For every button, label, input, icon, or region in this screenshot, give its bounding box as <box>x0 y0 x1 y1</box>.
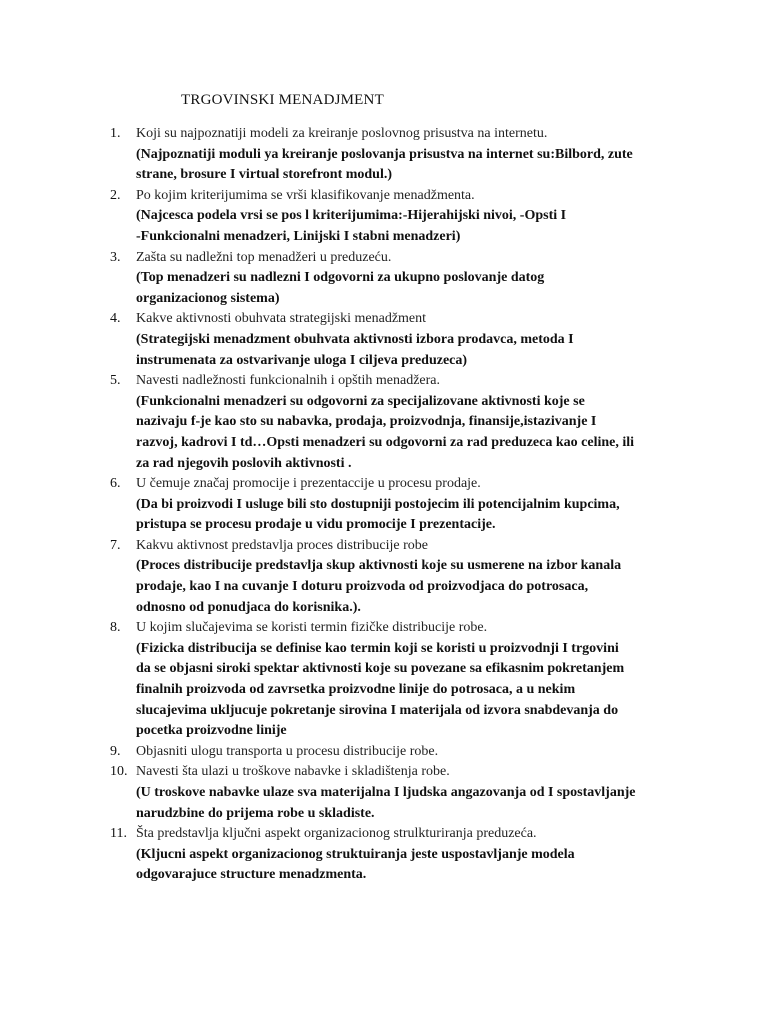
answer-line: prodaje, kao I na cuvanje I doturu proizvoda od proizvodjaca do potrosaca, <box>136 579 589 595</box>
answer-line: nazivaju f-je kao sto su nabavka, prodaja, proizvodnja, finansije,istazivanje I <box>136 414 597 430</box>
list-item <box>0 248 768 310</box>
answer-line: (U troskove nabavke ulaze sva materijalna I ljudska angazovanja od I spostavljanje <box>136 785 636 800</box>
answer-line: instrumenata za ostvarivanje uloga I ciljeva preduzeca) <box>136 352 468 368</box>
answer-line: finalnih proizvoda od zavrsetka proizvodne linije do potrosaca, a u nekim <box>136 682 576 698</box>
question-text: Po kojim kriterijumima se vrši klasifikovanje menadžmenta. <box>136 187 475 203</box>
answer-text <box>136 206 680 247</box>
list-item <box>0 762 768 824</box>
item-number: 5. <box>110 373 121 389</box>
item-number: 3. <box>110 249 121 265</box>
list-item <box>0 824 768 886</box>
answer-line: slucajevima ukljucuje pokretanje sirovina I materijala od izvora snabdevanja do <box>136 702 619 718</box>
answer-line: (Fizicka distribucija se definise kao termin koji se koristi u proizvodnji I trgovini <box>136 640 619 656</box>
answer-text <box>136 556 680 618</box>
question-text: Zašta su nadležni top menadžeri u preduzeću. <box>136 249 392 265</box>
answer-line: (Proces distribucije predstavlja skup aktivnosti koje su usmerene na izbor kanala <box>136 558 622 574</box>
item-number: 8. <box>110 620 121 636</box>
list-item <box>0 536 768 618</box>
answer-line: strane, brosure I virtual storefront modul.) <box>136 167 393 183</box>
answer-text <box>136 145 680 186</box>
answer-text <box>136 845 680 886</box>
answer-line: (Funkcionalni menadzeri su odgovorni za specijalizovane aktivnosti koje se <box>136 393 585 409</box>
answer-line: pristupa se procesu prodaje u vidu promocije I prezentacije. <box>136 517 496 533</box>
answer-line: odgovarajuce structure menadzmenta. <box>136 867 367 883</box>
item-number: 4. <box>110 311 121 327</box>
answer-text <box>136 495 680 536</box>
question-text: Kakvu aktivnost predstavlja proces distribucije robe <box>136 537 428 553</box>
answer-line: narudzbine do prijema robe u skladiste. <box>136 805 375 821</box>
item-number: 11. <box>110 826 127 842</box>
item-number: 7. <box>110 537 121 553</box>
document-title: TRGOVINSKI MENADJMENT <box>181 92 384 108</box>
question-text: U čemuje značaj promocije i prezentaccije u procesu prodaje. <box>136 476 481 492</box>
answer-line: (Top menadzeri su nadlezni I odgovorni za ukupno poslovanje datog <box>136 270 545 286</box>
question-text: Šta predstavlja ključni aspekt organizacionog strulkturiranja preduzeća. <box>136 826 537 842</box>
answer-line: (Najcesca podela vrsi se pos l kriterijumima:-Hijerahijski nivoi, -Opsti I <box>136 208 567 224</box>
answer-line: za rad njegovih poslovih aktivnosti . <box>136 455 352 471</box>
answer-line: (Strategijski menadzment obuhvata aktivnosti izbora prodavca, metoda I <box>136 331 574 347</box>
question-text: U kojim slučajevima se koristi termin fizičke distribucije robe. <box>136 620 488 636</box>
answer-text <box>136 783 680 824</box>
list-item <box>0 186 768 248</box>
list-item <box>0 309 768 371</box>
list-item <box>0 124 768 186</box>
item-number: 2. <box>110 187 121 203</box>
answer-line: pocetka proizvodne linije <box>136 723 287 739</box>
list-item <box>0 371 768 474</box>
question-text: Kakve aktivnosti obuhvata strategijski menadžment <box>136 311 427 327</box>
item-number: 9. <box>110 743 121 759</box>
answer-text <box>136 392 680 474</box>
answer-line: (Da bi proizvodi I usluge bili sto dostupniji postojecim ili potencijalnim kupcima, <box>136 496 620 512</box>
list-item <box>0 618 768 742</box>
item-number: 1. <box>110 126 121 141</box>
answer-line: odnosno od ponudjaca do korisnika.). <box>136 599 361 615</box>
item-number: 10. <box>110 764 128 780</box>
item-number: 6. <box>110 476 121 492</box>
question-text: Navesti šta ulazi u troškove nabavke i skladištenja robe. <box>136 764 450 780</box>
question-text: Navesti nadležnosti funkcionalnih i opštih menadžera. <box>136 373 441 389</box>
answer-line: razvoj, kadrovi I td…Opsti menadzeri su odgovorni za rad preduzeca kao celine, ili <box>136 434 635 450</box>
answer-line: -Funkcionalni menadzeri, Linijski I stabni menadzeri) <box>136 228 461 244</box>
list-item <box>0 742 768 763</box>
question-text: Objasniti ulogu transporta u procesu distribucije robe. <box>136 743 439 759</box>
answer-line: organizacionog sistema) <box>136 290 280 306</box>
list-item <box>0 474 768 536</box>
answer-line: da se objasni siroki spektar aktivnosti koje su povezane sa efikasnim pokretanjem <box>136 661 625 677</box>
answer-text <box>136 330 680 371</box>
question-list <box>0 124 768 886</box>
question-text: Koji su najpoznatiji modeli za kreiranje poslovnog prisustva na internetu. <box>136 126 548 141</box>
answer-text <box>136 639 680 742</box>
answer-line: (Najpoznatiji moduli ya kreiranje poslovanja prisustva na internet su:Bilbord, zute <box>136 146 633 162</box>
answer-line: (Kljucni aspekt organizacionog struktuiranja jeste uspostavljanje modela <box>136 846 575 862</box>
answer-text <box>136 268 680 309</box>
